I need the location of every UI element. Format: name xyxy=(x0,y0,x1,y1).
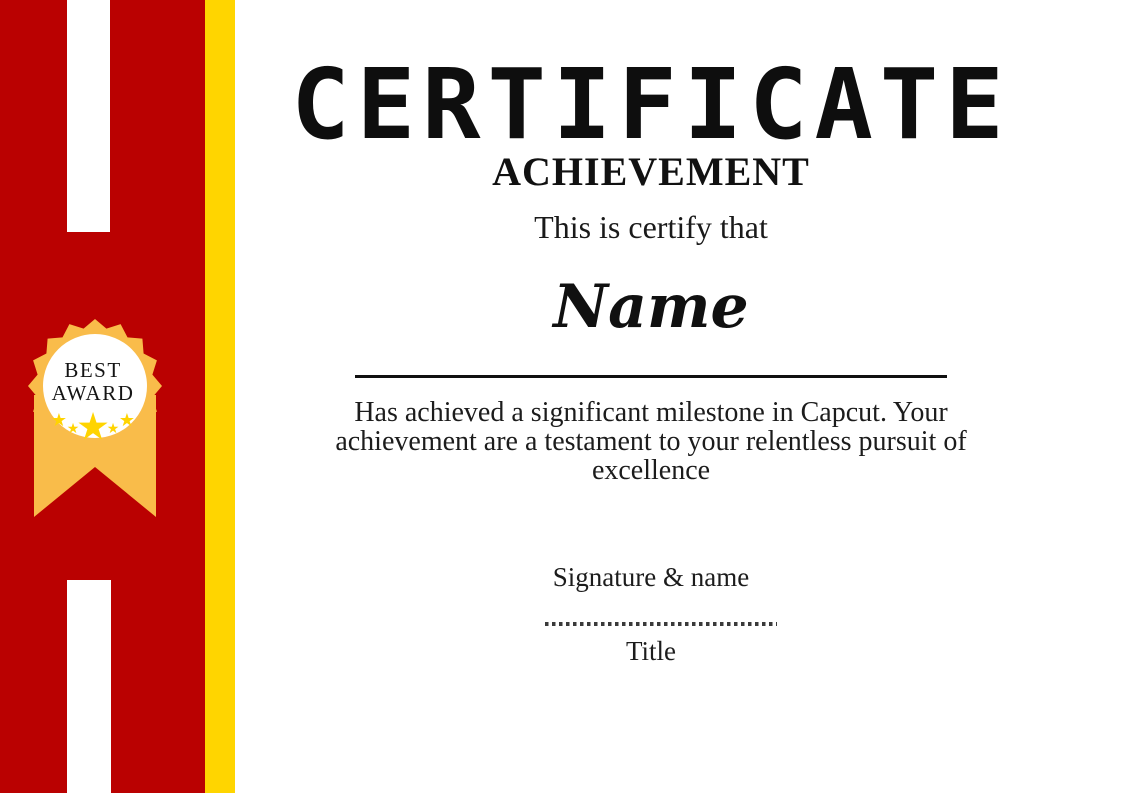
white-stripe-bottom xyxy=(67,580,111,793)
certificate-subtitle: ACHIEVEMENT xyxy=(492,149,810,194)
body-text: Has achieved a significant milestone in Capcut. Your achievement are a testament to your relentless pursuit of excellence xyxy=(335,397,967,486)
recipient-name: Name xyxy=(553,272,749,342)
signature-dotted-line xyxy=(545,622,777,626)
signature-label: Signature & name xyxy=(552,562,750,592)
badge-text-line2: AWARD xyxy=(51,381,135,405)
title-label: Title xyxy=(625,636,677,666)
badge-text xyxy=(15,359,171,405)
badge-text-line1: BEST xyxy=(64,358,122,382)
certificate-title: CERTIFICATE xyxy=(291,48,1011,161)
star-icon: ★ xyxy=(66,421,80,438)
certificate-content xyxy=(235,0,1067,793)
star-icon: ★ xyxy=(106,421,120,438)
star-icon: ★ xyxy=(75,404,111,449)
name-underline xyxy=(355,375,947,378)
award-badge xyxy=(15,315,175,530)
intro-text: This is certify that xyxy=(534,209,768,245)
star-icon: ★ xyxy=(118,409,136,431)
yellow-stripe xyxy=(205,0,235,793)
white-stripe-top xyxy=(67,0,110,232)
star-icon: ★ xyxy=(50,409,68,431)
